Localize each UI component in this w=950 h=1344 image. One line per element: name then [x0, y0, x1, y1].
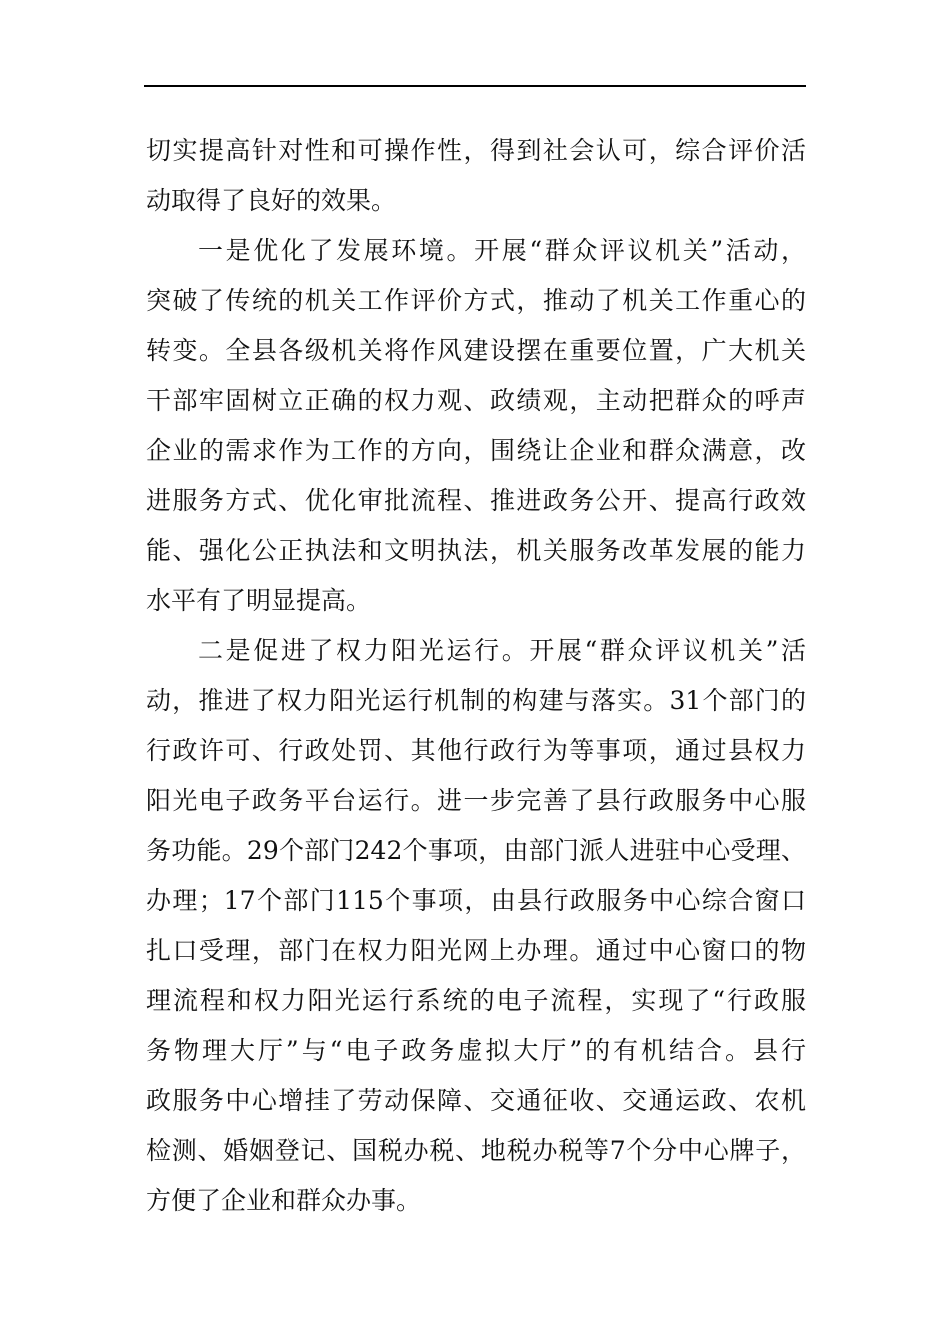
- text-line: 动，推进了权力阳光运行机制的构建与落实。31个部门的: [146, 686, 806, 715]
- text-line: 务功能。29个部门242个事项，由部门派人进驻中心受理、: [146, 836, 806, 865]
- text-line: 二是促进了权力阳光运行。开展“群众评议机关”活: [198, 636, 806, 665]
- text-line: 切实提高针对性和可操作性，得到社会认可，综合评价活: [146, 136, 806, 165]
- text-line: 一是优化了发展环境。开展“群众评议机关”活动，: [198, 236, 806, 265]
- paragraph-2: [146, 226, 806, 626]
- text-line: 企业的需求作为工作的方向，围绕让企业和群众满意，改: [146, 436, 806, 465]
- text-line: 行政许可、行政处罚、其他行政行为等事项，通过县权力: [146, 736, 806, 765]
- text-line: 干部牢固树立正确的权力观、政绩观，主动把群众的呼声: [146, 386, 806, 415]
- text-line: 理流程和权力阳光运行系统的电子流程，实现了“行政服: [146, 986, 806, 1015]
- paragraph-1: [146, 126, 806, 226]
- text-line: 扎口受理，部门在权力阳光网上办理。通过中心窗口的物: [146, 936, 806, 965]
- header-rule: [144, 85, 806, 87]
- text-line: 进服务方式、优化审批流程、推进政务公开、提高行政效: [146, 486, 806, 515]
- text-line: 转变。全县各级机关将作风建设摆在重要位置，广大机关: [146, 336, 806, 365]
- document-body: [146, 126, 806, 1226]
- text-line: 方便了企业和群众办事。: [146, 1186, 422, 1215]
- text-line: 能、强化公正执法和文明执法，机关服务改革发展的能力: [146, 536, 806, 565]
- text-line: 突破了传统的机关工作评价方式，推动了机关工作重心的: [146, 286, 806, 315]
- text-line: 检测、婚姻登记、国税办税、地税办税等7个分中心牌子，: [146, 1136, 806, 1165]
- text-line: 办理；17个部门115个事项，由县行政服务中心综合窗口: [146, 886, 806, 915]
- text-line: 动取得了良好的效果。: [146, 186, 397, 215]
- text-line: 阳光电子政务平台运行。进一步完善了县行政服务中心服: [146, 786, 806, 815]
- text-line: 政服务中心增挂了劳动保障、交通征收、交通运政、农机: [146, 1086, 806, 1115]
- text-line: 务物理大厅”与“电子政务虚拟大厅”的有机结合。县行: [146, 1036, 806, 1065]
- paragraph-3: [146, 626, 806, 1226]
- text-line: 水平有了明显提高。: [146, 586, 372, 615]
